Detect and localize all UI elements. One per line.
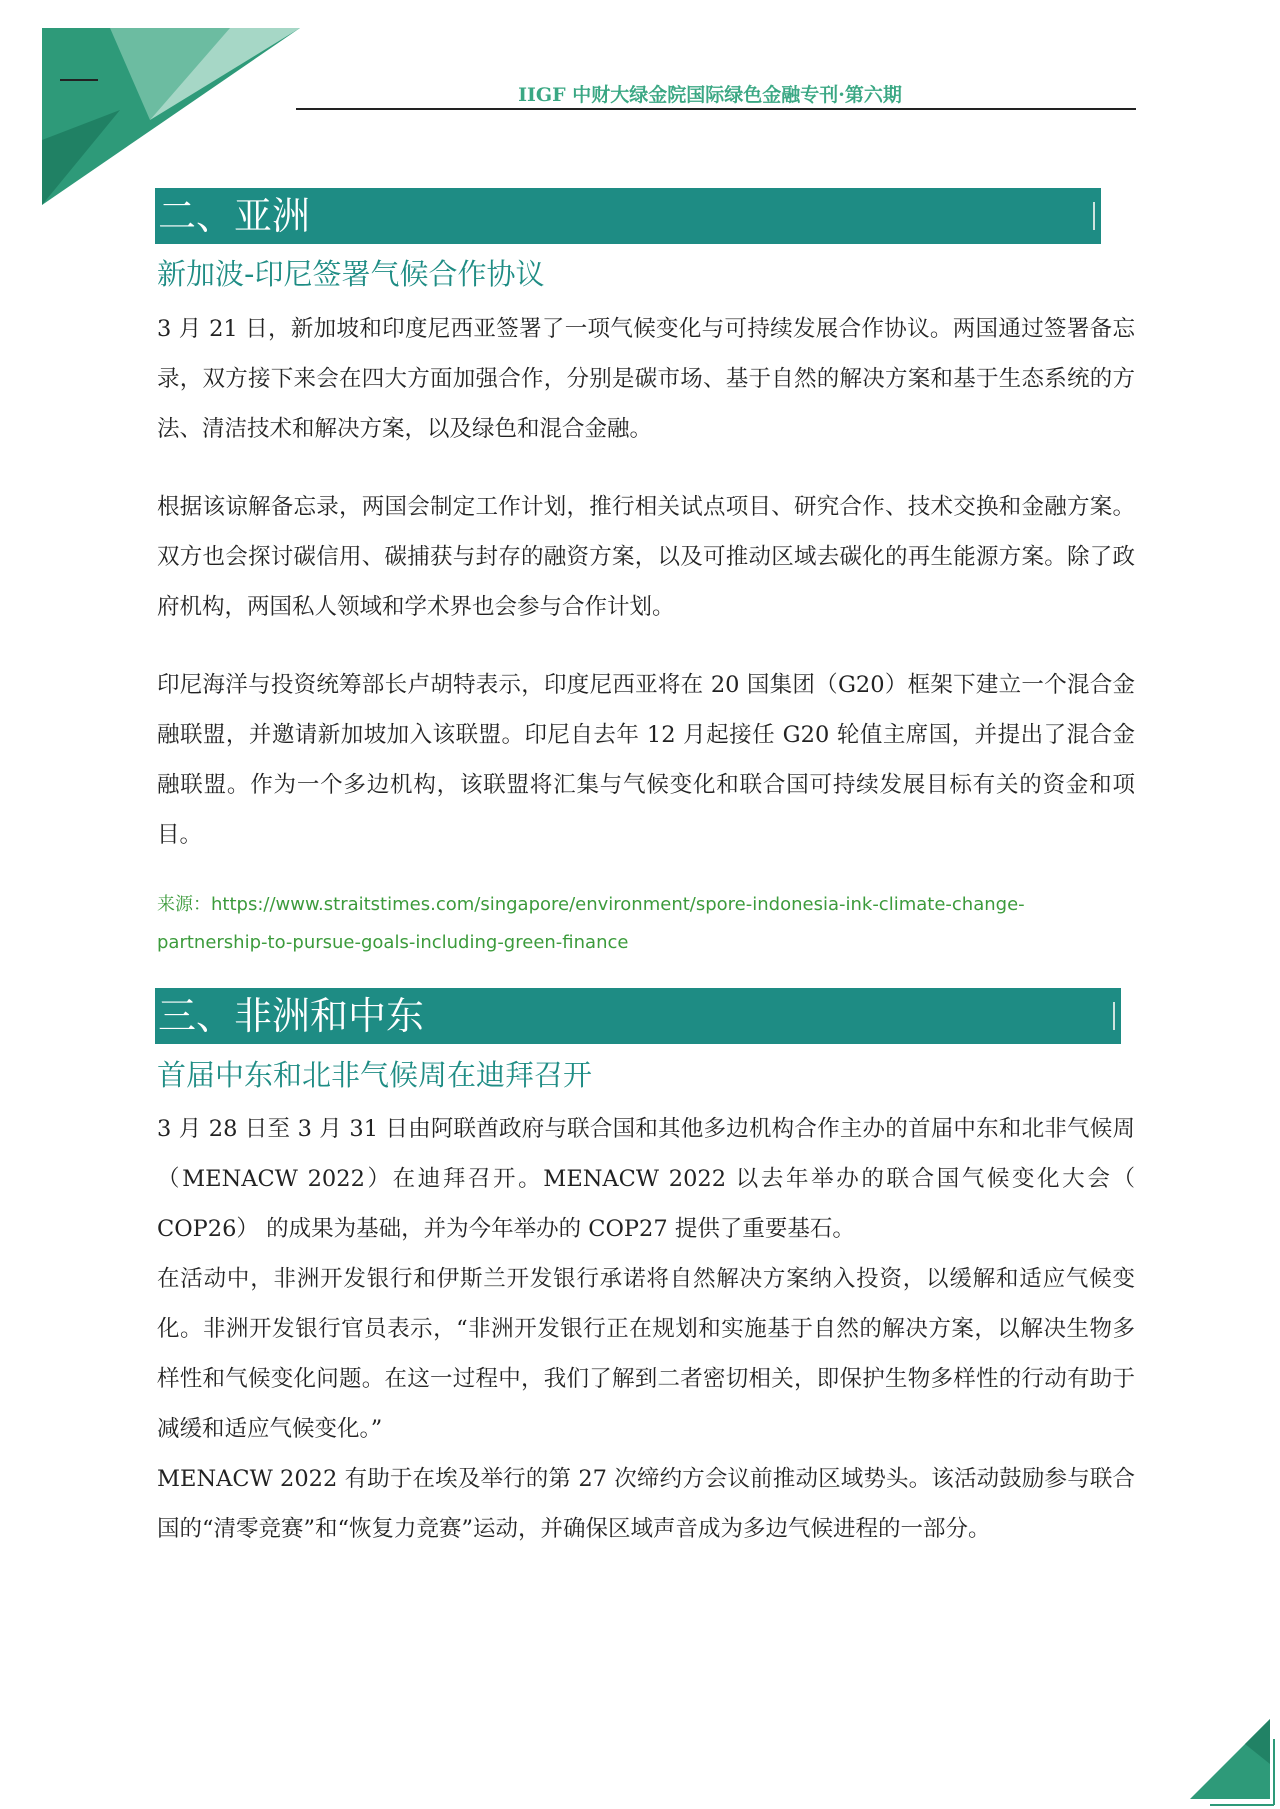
section-heading-asia [155, 188, 1101, 244]
article-title-singapore-indonesia: 新加波-印尼签署气候合作协议 [157, 257, 545, 291]
page-header-title: IIGF 中财大绿金院国际绿色金融专刊·第六期 [518, 84, 902, 106]
header-rule [296, 108, 1136, 110]
paragraph: 根据该谅解备忘录，两国会制定工作计划，推行相关试点项目、研究合作、技术交换和金融方案。双方也会探讨碳信用、碳捕获与封存的融资方案，以及可推动区域去碳化的再生能源方案。除了政府机构，两国私人领域和学术界也会参与合作计划。 [157, 494, 1135, 620]
paragraph: 3 月 28 日至 3 月 31 日由阿联酋政府与联合国和其他多边机构合作主办的首届中东和北非气候周（MENACW 2022）在迪拜召开。MENACW 2022 以去年举办的联合国气候变化大会（ COP26） 的成果为基础，并为今年举办的 COP27 提供了重要基石。 [157, 1116, 1135, 1242]
corner-decoration-top-left [0, 0, 300, 210]
paragraph: MENACW 2022 有助于在埃及举行的第 27 次缔约方会议前推动区域势头。该活动鼓励参与联合国的“清零竞赛”和“恢复力竞赛”运动，并确保区域声音成为多边气候进程的一部分。 [157, 1466, 1135, 1542]
paragraph: 在活动中，非洲开发银行和伊斯兰开发银行承诺将自然解决方案纳入投资，以缓解和适应气候变化。非洲开发银行官员表示，“非洲开发银行正在规划和实施基于自然的解决方案，以解决生物多样性和气候变化问题。在这一过程中，我们了解到二者密切相关，即保护生物多样性的行动有助于减缓和适应气候变化。” [157, 1266, 1135, 1442]
header-dash [60, 79, 98, 81]
source-link[interactable]: 来源：https://www.straitstimes.com/singapore/environment/spore-indonesia-ink-climate-change-partnership-to-pursue-goals-including-green-finance [157, 894, 1025, 953]
corner-decoration-bottom-right [1170, 1709, 1280, 1809]
paragraph: 印尼海洋与投资统筹部长卢胡特表示，印度尼西亚将在 20 国集团（G20）框架下建立一个混合金融联盟，并邀请新加坡加入该联盟。印尼自去年 12 月起接任 G20 轮值主席国，并提出了混合金融联盟。作为一个多边机构，该联盟将汇集与气候变化和联合国可持续发展目标有关的资金和项目。 [157, 672, 1135, 848]
heading-tick [1093, 202, 1095, 230]
paragraph: 3 月 21 日，新加坡和印度尼西亚签署了一项气候变化与可持续发展合作协议。两国通过签署备忘录，双方接下来会在四大方面加强合作，分别是碳市场、基于自然的解决方案和基于生态系统的方法、清洁技术和解决方案，以及绿色和混合金融。 [157, 316, 1135, 442]
section-heading-asia-text: 二、亚洲 [158, 194, 311, 238]
section-heading-africa-text: 三、非洲和中东 [158, 994, 425, 1038]
section-heading-africa-middle-east [155, 988, 1121, 1044]
article-title-menacw: 首届中东和北非气候周在迪拜召开 [157, 1058, 593, 1092]
heading-tick [1113, 1002, 1115, 1030]
